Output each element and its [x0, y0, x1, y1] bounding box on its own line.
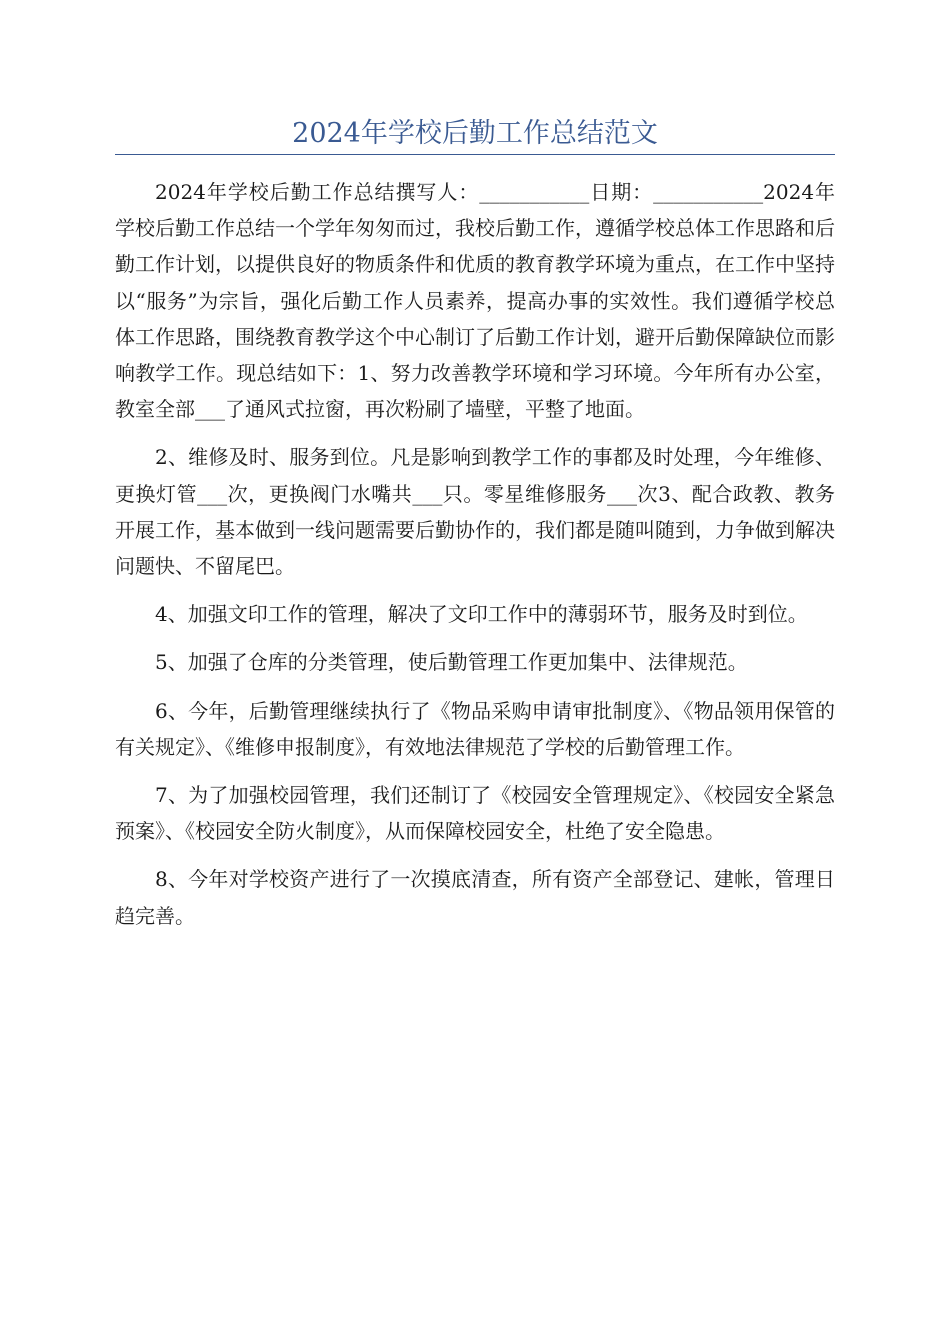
- paragraph-7: 7、为了加强校园管理，我们还制订了《校园安全管理规定》、《校园安全紧急预案》、《校园安全防火制度》，从而保障校园安全，杜绝了安全隐患。: [115, 783, 835, 844]
- paragraph-5: 5、加强了仓库的分类管理，使后勤管理工作更加集中、法律规范。: [155, 650, 748, 675]
- paragraph-4: 4、加强文印工作的管理，解决了文印工作中的薄弱环节，服务及时到位。: [155, 602, 808, 627]
- paragraph-6: 6、今年，后勤管理继续执行了《物品采购申请审批制度》、《物品领用保管的有关规定》、《维修申报制度》，有效地法律规范了学校的后勤管理工作。: [115, 698, 835, 759]
- document-title: 2024年学校后勤工作总结范文: [292, 118, 658, 149]
- title-underline: [115, 154, 835, 155]
- paragraph-8: 8、今年对学校资产进行了一次摸底清查，所有资产全部登记、建帐，管理日趋完善。: [115, 867, 835, 928]
- document-body: [115, 174, 835, 946]
- paragraph-intro: 2024年学校后勤工作总结撰写人：___________日期：___________2024年学校后勤工作总结一个学年匆匆而过，我校后勤工作，遵循学校总体工作思路和后勤工作计划，以提供良好的物质条件和优质的教育教学环境为重点，在工作中坚持以“服务”为宗旨，强化后勤工作人员素养，提高办事的实效性。我们遵循学校总体工作思路，围绕教育教学这个中心制订了后勤工作计划，避开后勤保障缺位而影响教学工作。现总结如下：1、努力改善教学环境和学习环境。今年所有办公室，教室全部___了通风式拉窗，再次粉刷了墙壁，平整了地面。: [115, 180, 835, 422]
- paragraph-2: 2、维修及时、服务到位。凡是影响到教学工作的事都及时处理，今年维修、更换灯管___次，更换阀门水嘴共___只。零星维修服务___次3、配合政教、教务开展工作，基本做到一线问题需要后勤协作的，我们都是随叫随到，力争做到解决问题快、不留尾巴。: [115, 445, 835, 579]
